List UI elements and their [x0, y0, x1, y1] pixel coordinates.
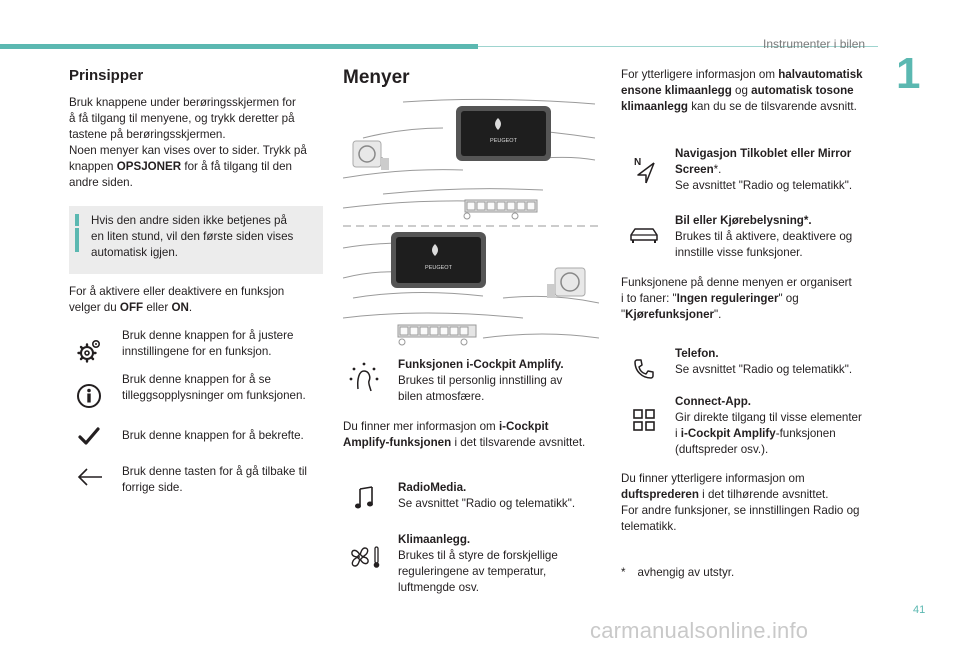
- text-line: [675, 162, 885, 178]
- text-line: [621, 307, 886, 323]
- text-line: Bruk denne tasten for å gå tilbake til: [122, 465, 307, 478]
- text-line: luftmengde osv.: [398, 581, 479, 594]
- text-line: Bruk denne knappen for å se: [122, 373, 271, 386]
- tabs-paragraph: [621, 275, 886, 323]
- intro-paragraph: [69, 95, 329, 191]
- text-line: [69, 300, 329, 316]
- watermark: carmanualsonline.info: [590, 618, 809, 643]
- footnote-text: avhengig av utstyr.: [637, 566, 735, 579]
- on-keyword: ON: [171, 301, 189, 314]
- phone-description: [675, 346, 885, 378]
- navigation-description: [675, 146, 885, 194]
- text-line: [621, 99, 886, 115]
- text-line: Noen menyer kan vises over to sider. Trykk på: [69, 144, 307, 157]
- car-title: Bil eller Kjørebelysning*.: [675, 214, 812, 227]
- keyword: duftsprederen: [621, 488, 699, 501]
- note-marker-bottom: [75, 228, 79, 252]
- text-line: innstillingene for en funksjon.: [122, 345, 272, 358]
- text-line: [621, 83, 886, 99]
- text-line: tilleggsopplysninger om funksjonen.: [122, 389, 306, 402]
- text-line: telematikk.: [621, 520, 677, 533]
- text-span: Du finner mer informasjon om: [343, 420, 499, 433]
- apps-grid-icon: [632, 408, 656, 432]
- text-span: for å få tilgang til den: [181, 160, 293, 173]
- text-span: ".: [714, 308, 722, 321]
- screen-brand-label: PEUGEOT: [490, 138, 517, 144]
- text-line: Brukes til personlig innstilling av: [398, 374, 563, 387]
- amplify-more-info: [343, 419, 608, 451]
- off-keyword: OFF: [119, 301, 144, 314]
- section-title-menyer: Menyer: [343, 67, 410, 88]
- text-span: i to faner: ": [621, 292, 677, 305]
- header-accent-bar: [0, 44, 478, 49]
- amplify-keyword: Amplify-funksjonen: [343, 436, 452, 449]
- text-line: automatisk igjen.: [91, 246, 178, 259]
- text-span: -funksjonen: [775, 427, 836, 440]
- amplify-description: [398, 357, 598, 405]
- text-span: kan du se de tilsvarende avsnitt.: [688, 100, 857, 113]
- text-span: .: [188, 301, 193, 314]
- chapter-title: Instrumenter i bilen: [763, 37, 866, 51]
- checkmark-icon: [78, 426, 100, 446]
- text-span: " og: [778, 292, 799, 305]
- keyword: ensone klimaanlegg: [621, 84, 732, 97]
- radio-media-description: [398, 480, 598, 512]
- i-cockpit-keyword: i-Cockpit: [498, 420, 549, 433]
- toggle-paragraph: [69, 284, 329, 316]
- note-text: [91, 213, 317, 261]
- text-line: tastene på berøringsskjermen.: [69, 128, 226, 141]
- settings-gear-icon: [76, 338, 102, 364]
- text-span: eller: [143, 301, 172, 314]
- climate-title: Klimaanlegg.: [398, 533, 471, 546]
- text-line: [69, 159, 329, 175]
- text-span: velger du: [69, 301, 120, 314]
- text-span: knappen: [69, 160, 117, 173]
- text-line: [343, 419, 608, 435]
- text-line: Funksjonene på denne menyen er organisert: [621, 276, 852, 289]
- navigation-compass-icon: [632, 155, 658, 185]
- text-line: bilen atmosfære.: [398, 390, 485, 403]
- screen-brand-label-lower: PEUGEOT: [425, 265, 452, 271]
- text-span: i: [675, 427, 681, 440]
- page-number: 41: [913, 604, 926, 616]
- text-span: ": [621, 308, 626, 321]
- text-line: Hvis den andre siden ikke betjenes på: [91, 214, 287, 227]
- info-note-box: [69, 206, 323, 274]
- text-line: en liten stund, vil den første siden vises: [91, 230, 294, 243]
- note-marker-top: [75, 214, 79, 226]
- text-span: i det tilsvarende avsnittet.: [451, 436, 586, 449]
- text-line: For andre funksjoner, se innstillingen Radio og: [621, 504, 860, 517]
- text-line: Se avsnittet "Radio og telematikk".: [675, 363, 853, 376]
- text-span: For ytterligere informasjon om: [621, 68, 779, 81]
- amplify-title: Funksjonen i-Cockpit Amplify.: [398, 358, 564, 371]
- climate-more-info: [621, 67, 886, 115]
- section-title-prinsipper: Prinsipper: [69, 67, 144, 84]
- connect-app-title: Connect-App.: [675, 395, 751, 408]
- text-line: [343, 435, 608, 451]
- text-line: Bruk knappene under berøringsskjermen for: [69, 96, 296, 109]
- svg-text:N: N: [634, 157, 642, 168]
- text-line: Brukes til å aktivere, deaktivere og: [675, 230, 853, 243]
- keyword: Screen: [675, 163, 714, 176]
- phone-icon: [632, 357, 656, 381]
- keyword: automatisk tosone: [751, 84, 854, 97]
- text-span: i det tilhørende avsnittet.: [698, 488, 829, 501]
- confirm-button-description: [122, 428, 332, 444]
- text-span: og: [731, 84, 752, 97]
- text-line: [675, 426, 885, 442]
- car-icon: [628, 224, 660, 246]
- text-line: Du finner ytterligere informasjon om: [621, 472, 805, 485]
- text-line: Gir direkte tilgang til visse elementer: [675, 411, 862, 424]
- text-line: For å aktivere eller deaktivere en funksjon: [69, 285, 285, 298]
- settings-button-description: [122, 328, 332, 360]
- i-cockpit-amplify-icon: [348, 361, 380, 395]
- music-note-icon: [354, 485, 376, 511]
- text-line: å få tilgang til menyene, og trykk deretter på: [69, 112, 295, 125]
- info-button-description: [122, 372, 332, 404]
- climate-fan-icon: [348, 544, 382, 570]
- tab-name: Kjørefunksjoner: [625, 308, 715, 321]
- climate-description: [398, 532, 598, 596]
- text-line: Bruk denne knappen for å bekrefte.: [122, 429, 304, 442]
- opsjoner-keyword: OPSJONER: [116, 160, 182, 173]
- text-span: *.: [713, 163, 722, 176]
- text-line: Se avsnittet "Radio og telematikk".: [675, 179, 853, 192]
- text-line: [621, 67, 886, 83]
- text-line: reguleringene av temperatur,: [398, 565, 547, 578]
- info-icon: [76, 383, 102, 409]
- text-line: Bruk denne knappen for å justere: [122, 329, 294, 342]
- text-line: innstille visse funksjoner.: [675, 246, 803, 259]
- connect-app-description: [675, 394, 885, 458]
- back-arrow-icon: [76, 466, 104, 488]
- footnote-mark: *: [621, 566, 626, 579]
- car-description: [675, 213, 885, 261]
- keyword: klimaanlegg: [621, 100, 689, 113]
- keyword: i-Cockpit Amplify: [680, 427, 776, 440]
- dashboard-illustration: [343, 98, 599, 348]
- keyword: halvautomatisk: [778, 68, 863, 81]
- tab-name: Ingen reguleringer: [676, 292, 779, 305]
- radio-media-title: RadioMedia.: [398, 481, 467, 494]
- text-line: andre siden.: [69, 176, 133, 189]
- text-line: [621, 487, 891, 503]
- footnote: [621, 565, 881, 581]
- text-line: [621, 291, 886, 307]
- text-line: (duftspreder osv.).: [675, 443, 769, 456]
- navigation-title: Navigasjon Tilkoblet eller Mirror: [675, 147, 852, 160]
- text-line: forrige side.: [122, 481, 183, 494]
- phone-title: Telefon.: [675, 347, 719, 360]
- chapter-number: 1: [896, 49, 921, 98]
- diffuser-paragraph: [621, 471, 891, 535]
- text-line: Brukes til å styre de forskjellige: [398, 549, 558, 562]
- text-line: Se avsnittet "Radio og telematikk".: [398, 497, 576, 510]
- back-button-description: [122, 464, 332, 496]
